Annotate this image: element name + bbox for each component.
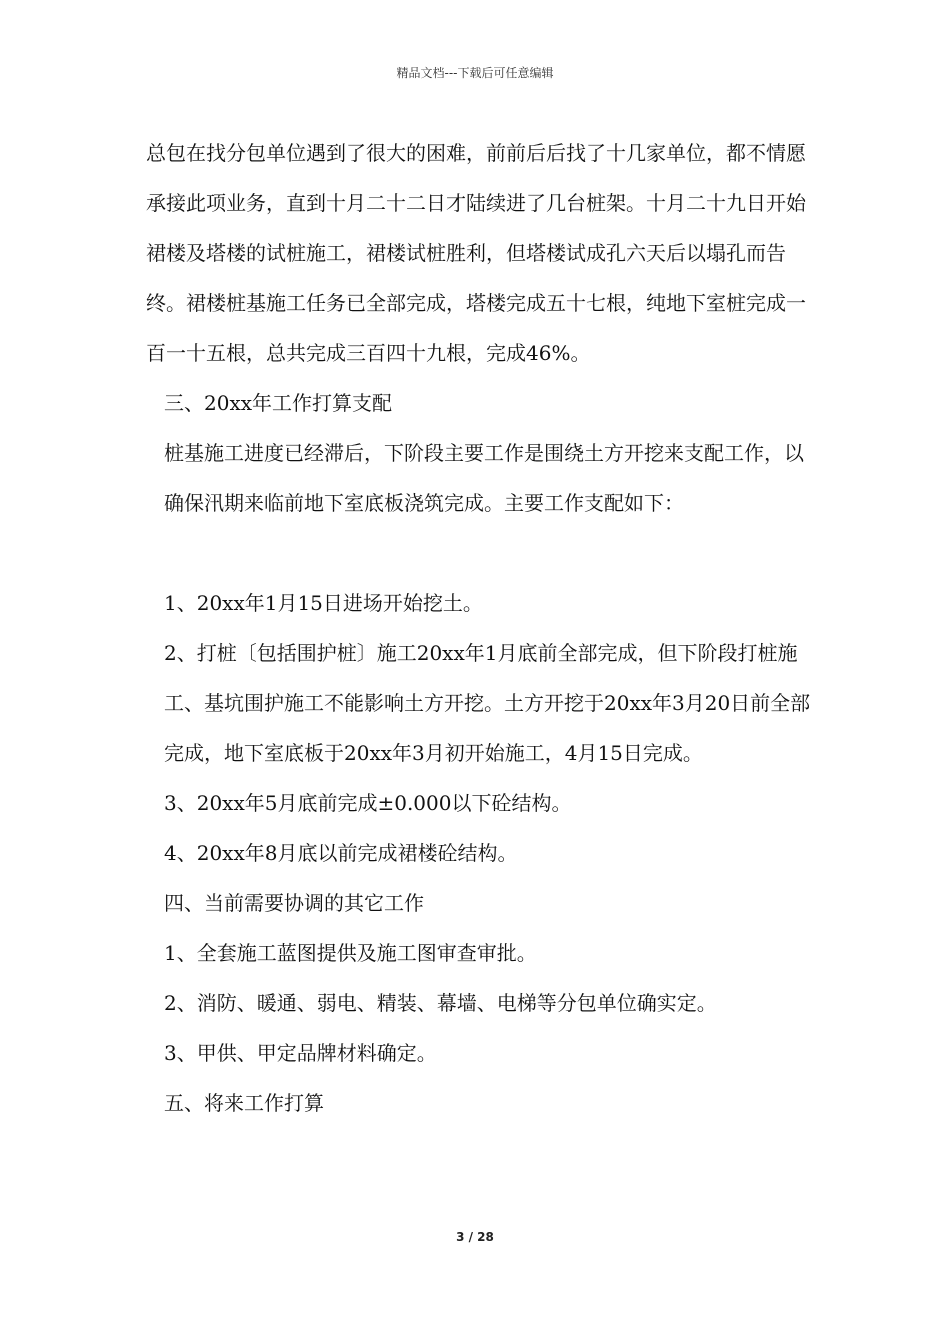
page-header: 精品文档---下载后可任意编辑 bbox=[396, 66, 554, 80]
list-item: 2、消防、暖通、弱电、精装、幕墙、电梯等分包单位确实定。 bbox=[164, 991, 717, 1015]
document-body bbox=[146, 128, 822, 1128]
paragraph: 桩基施工进度已经滞后，下阶段主要工作是围绕土方开挖来支配工作，以确保汛期来临前地下室底板浇筑完成。主要工作支配如下： bbox=[164, 441, 804, 515]
section-heading: 四、当前需要协调的其它工作 bbox=[164, 891, 424, 915]
list-item: 2、打桩〔包括围护桩〕施工20xx年1月底前全部完成，但下阶段打桩施工、基坑围护施工不能影响土方开挖。土方开挖于20xx年3月20日前全部完成，地下室底板于20xx年3月初开始施工，4月15日完成。 bbox=[164, 641, 811, 765]
blank-line bbox=[146, 528, 822, 578]
section-heading: 五、将来工作打算 bbox=[164, 1091, 324, 1115]
page-number: 3 / 28 bbox=[456, 1230, 494, 1244]
list-item: 1、全套施工蓝图提供及施工图审查审批。 bbox=[164, 941, 537, 965]
list-item: 3、甲供、甲定品牌材料确定。 bbox=[164, 1041, 437, 1065]
paragraph: 总包在找分包单位遇到了很大的困难，前前后后找了十几家单位，都不情愿承接此项业务，直到十月二十二日才陆续进了几台桩架。十月二十九日开始裙楼及塔楼的试桩施工，裙楼试桩胜利，但塔楼试成孔六天后以塌孔而告终。裙楼桩基施工任务已全部完成，塔楼完成五十七根，纯地下室桩完成一百一十五根，总共完成三百四十九根，完成46%。 bbox=[146, 141, 806, 365]
section-heading: 三、20xx年工作打算支配 bbox=[164, 391, 393, 415]
list-item: 3、20xx年5月底前完成±0.000以下砼结构。 bbox=[164, 791, 572, 815]
list-item: 1、20xx年1月15日进场开始挖土。 bbox=[164, 591, 483, 615]
list-item: 4、20xx年8月底以前完成裙楼砼结构。 bbox=[164, 841, 518, 865]
